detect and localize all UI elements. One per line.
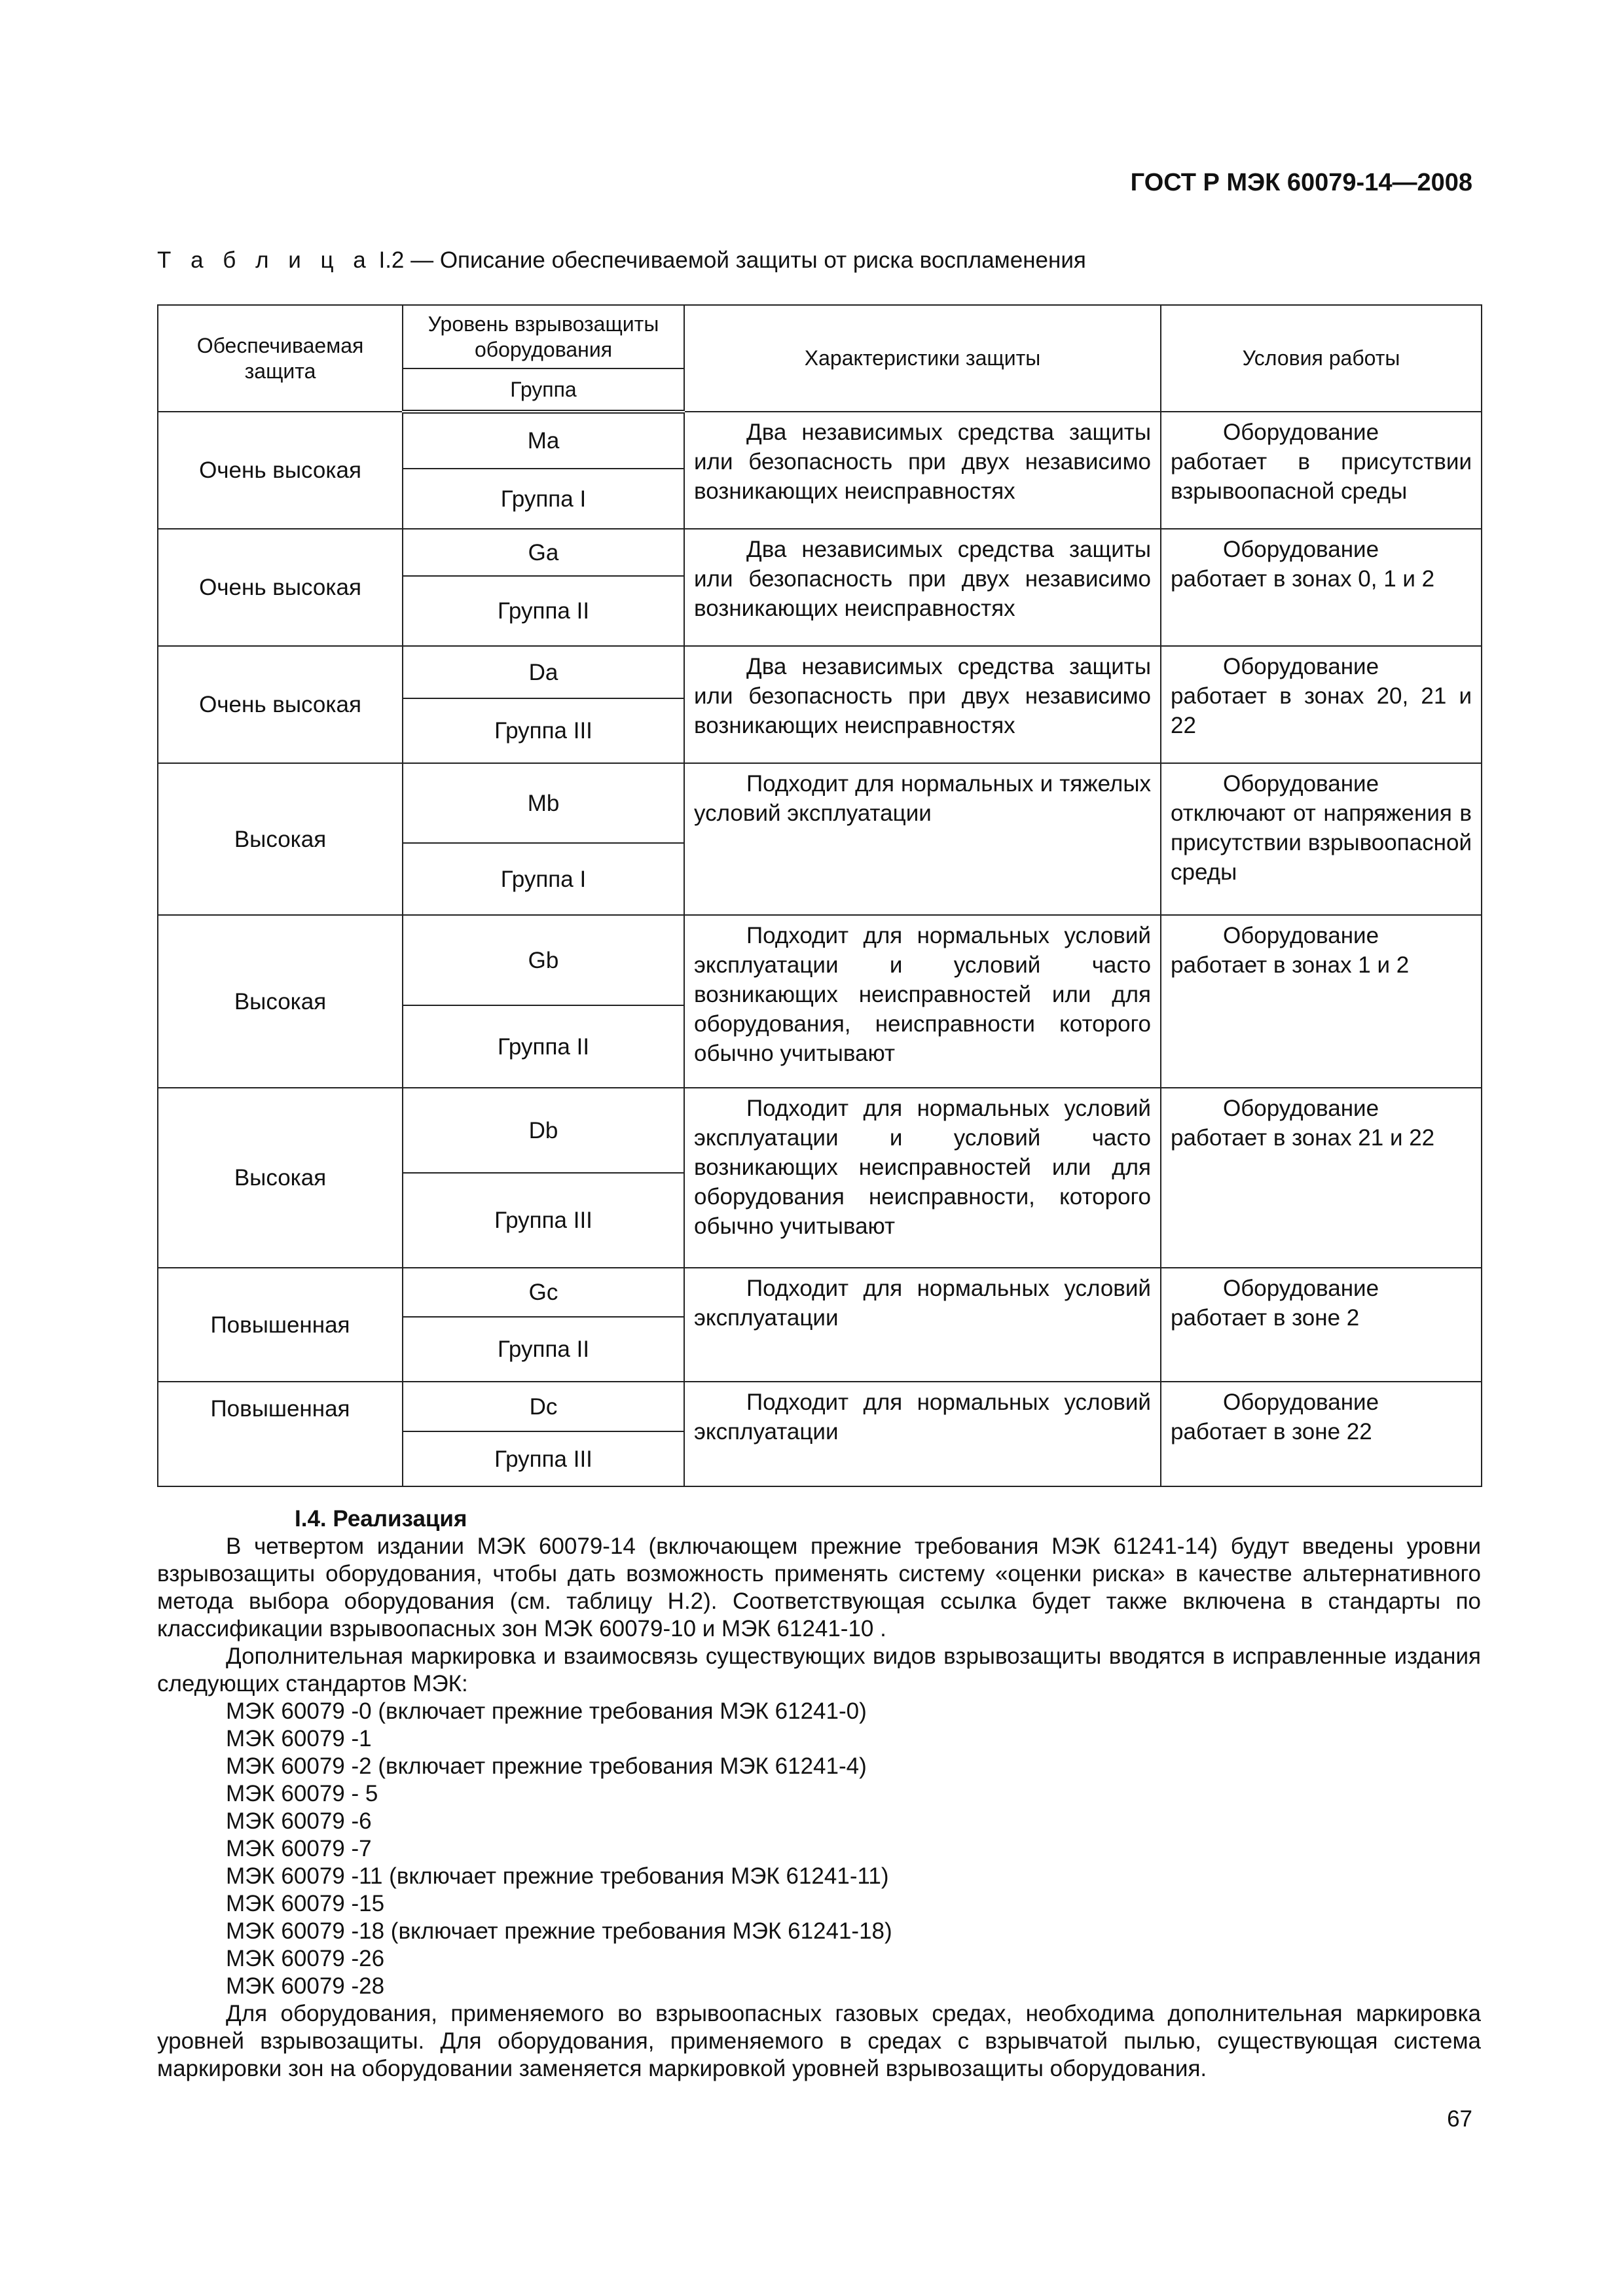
table-row — [158, 1268, 1482, 1317]
list-item: МЭК 60079 -2 (включает прежние требования МЭК 61241-4) — [226, 1753, 867, 1779]
table-caption-label: Т а б л и ц а — [157, 247, 373, 273]
protection-cell: Высокая — [158, 915, 403, 1088]
conditions-cell: Оборудование работает в зонах 21 и 22 — [1161, 1088, 1482, 1268]
list-item: МЭК 60079 - 5 — [226, 1781, 378, 1806]
characteristics-cell: Два независимых средства защиты или безопасность при двух независимо возникающих неисправностях — [684, 529, 1161, 646]
list-item: МЭК 60079 -1 — [226, 1726, 372, 1751]
list-item: МЭК 60079 -7 — [226, 1836, 372, 1861]
protection-cell: Высокая — [158, 1088, 403, 1268]
group-cell: Группа II — [403, 1005, 684, 1088]
group-cell: Группа I — [403, 469, 684, 529]
table-caption-text: I.2 — Описание обеспечиваемой защиты от риска воспламенения — [378, 247, 1086, 273]
header-level: Уровень взрывозащиты оборудования — [403, 305, 684, 368]
characteristics-cell: Подходит для нормальных условий эксплуатации — [684, 1268, 1161, 1382]
protection-cell: Повышенная — [158, 1382, 403, 1486]
list-item: МЭК 60079 -28 — [226, 1973, 385, 1999]
page-number: 67 — [1447, 2106, 1472, 2132]
table-row — [158, 915, 1482, 1005]
group-cell: Группа III — [403, 1431, 684, 1486]
group-cell: Группа II — [403, 576, 684, 646]
group-cell: Группа I — [403, 843, 684, 915]
document-code: ГОСТ Р МЭК 60079-14—2008 — [1130, 169, 1472, 196]
list-item: МЭК 60079 -18 (включает прежние требования МЭК 61241-18) — [226, 1918, 892, 1944]
conditions-cell: Оборудование работает в зонах 0, 1 и 2 — [1161, 529, 1482, 646]
protection-cell: Высокая — [158, 763, 403, 915]
header-characteristics: Характеристики защиты — [684, 305, 1161, 412]
table-row — [158, 646, 1482, 698]
group-cell: Группа III — [403, 698, 684, 763]
characteristics-cell: Подходит для нормальных условий эксплуатации и условий часто возникающих неисправностей или для оборудования, неисправности которого обычно учитывают — [684, 915, 1161, 1088]
characteristics-cell: Подходит для нормальных условий эксплуатации — [684, 1382, 1161, 1486]
list-item: МЭК 60079 -0 (включает прежние требования МЭК 61241-0) — [226, 1698, 867, 1724]
section-title: I.4. Реализация — [295, 1506, 467, 1532]
standards-list — [157, 1698, 1481, 2000]
conditions-cell: Оборудование работает в зонах 1 и 2 — [1161, 915, 1482, 1088]
level-cell: Da — [403, 646, 684, 698]
characteristics-cell: Два независимых средства защиты или безопасность при двух независимо возникающих неисправностях — [684, 412, 1161, 529]
level-cell: Gc — [403, 1268, 684, 1317]
level-cell: Ga — [403, 529, 684, 576]
level-cell: Dc — [403, 1382, 684, 1431]
list-item: МЭК 60079 -15 — [226, 1891, 385, 1916]
table-row — [158, 763, 1482, 843]
level-cell: Ma — [403, 412, 684, 469]
level-cell: Gb — [403, 915, 684, 1005]
conditions-cell: Оборудование работает в зоне 22 — [1161, 1382, 1482, 1486]
section-paragraph: Дополнительная маркировка и взаимосвязь существующих видов взрывозащиты вводятся в исправленные издания следующих стандартов МЭК: — [157, 1643, 1481, 1696]
conditions-cell: Оборудование работает в зоне 2 — [1161, 1268, 1482, 1382]
implementation-section — [157, 1505, 1481, 2083]
protection-cell: Очень высокая — [158, 529, 403, 646]
section-paragraph: Для оборудования, применяемого во взрывоопасных газовых средах, необходима дополнительная маркировка уровней взрывозащиты. Для оборудования, применяемого в средах с взрывчатой пылью, существующая система маркировки зон на оборудовании заменяется маркировкой уровней взрывозащиты оборудования. — [157, 2001, 1481, 2081]
characteristics-cell: Два независимых средства защиты или безопасность при двух независимо возникающих неисправностях — [684, 646, 1161, 763]
protection-cell: Повышенная — [158, 1268, 403, 1382]
list-item: МЭК 60079 -11 (включает прежние требования МЭК 61241-11) — [226, 1863, 889, 1889]
header-protection: Обеспечиваемая защита — [158, 305, 403, 412]
group-cell: Группа III — [403, 1173, 684, 1268]
table-row — [158, 529, 1482, 576]
level-cell: Db — [403, 1088, 684, 1173]
protection-cell: Очень высокая — [158, 646, 403, 763]
table-row — [158, 1382, 1482, 1431]
header-group: Группа — [403, 368, 684, 412]
table-row — [158, 1088, 1482, 1173]
characteristics-cell: Подходит для нормальных и тяжелых условий эксплуатации — [684, 763, 1161, 915]
protection-cell: Очень высокая — [158, 412, 403, 529]
conditions-cell: Оборудование отключают от напряжения в присутствии взрывоопасной среды — [1161, 763, 1482, 915]
protection-table — [157, 304, 1482, 1487]
list-item: МЭК 60079 -26 — [226, 1946, 385, 1971]
level-cell: Mb — [403, 763, 684, 843]
section-paragraph: В четвертом издании МЭК 60079-14 (включающем прежние требования МЭК 61241-14) будут введены уровни взрывозащиты оборудования, чтобы дать возможность применять систему «оценки риска» в качестве альтернативного метода выбора оборудования (см. таблицу Н.2). Соответствующая ссылка будет также включена в стандарты по классификации взрывоопасных зон МЭК 60079-10 и МЭК 61241-10 . — [157, 1534, 1481, 1641]
group-cell: Группа II — [403, 1317, 684, 1382]
table-caption — [157, 247, 1086, 274]
characteristics-cell: Подходит для нормальных условий эксплуатации и условий часто возникающих неисправностей или для оборудования неисправности, которого обычно учитывают — [684, 1088, 1161, 1268]
conditions-cell: Оборудование работает в присутствии взрывоопасной среды — [1161, 412, 1482, 529]
table-row — [158, 412, 1482, 469]
conditions-cell: Оборудование работает в зонах 20, 21 и 22 — [1161, 646, 1482, 763]
header-conditions: Условия работы — [1161, 305, 1482, 412]
list-item: МЭК 60079 -6 — [226, 1808, 372, 1834]
